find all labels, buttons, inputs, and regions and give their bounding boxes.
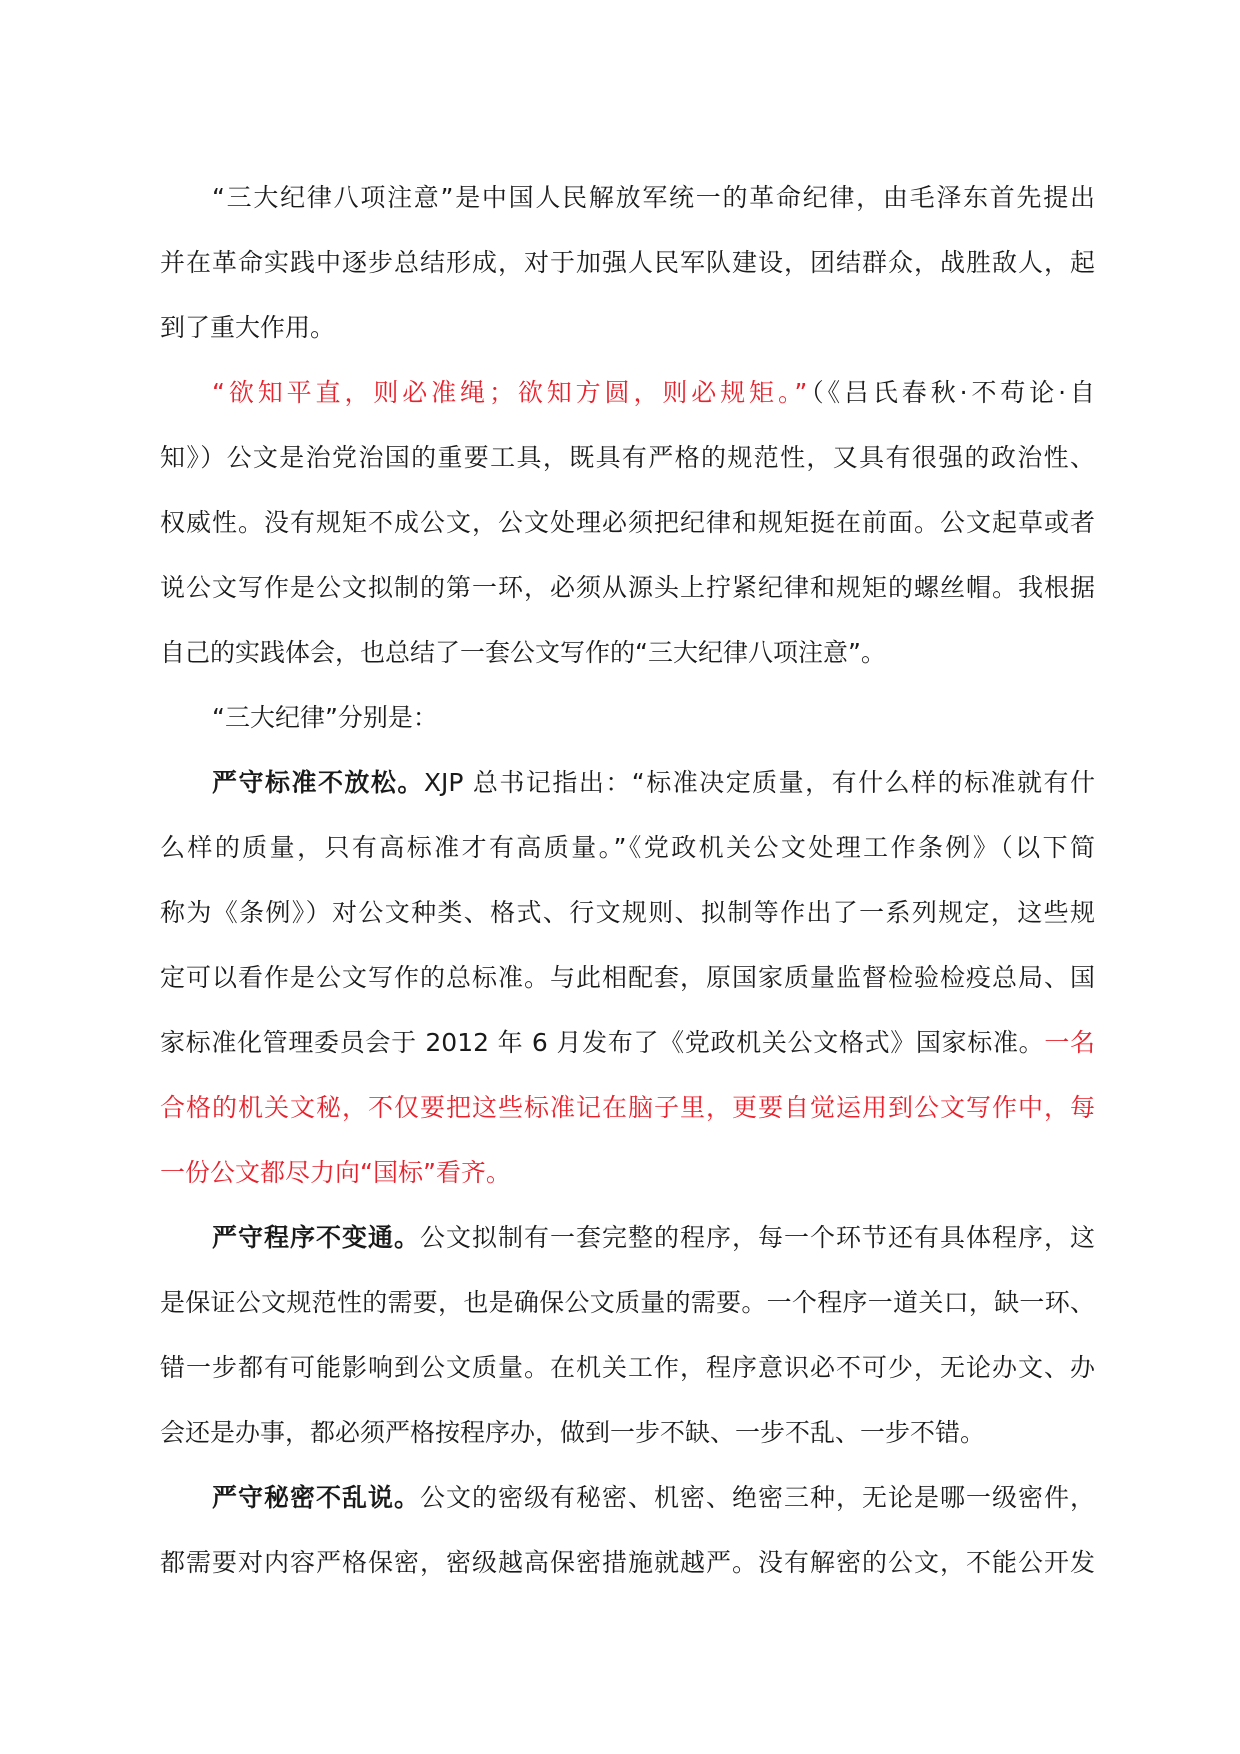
text-line [160,1400,1095,1465]
paragraph [160,750,1095,1205]
text-segment: 权威性。没有规矩不成公文，公文处理必须把纪律和规矩挺在前面。公文起草或者 [160,508,1095,537]
text-line [160,685,1095,750]
text-segment: “三大纪律八项注意”是中国人民解放军统一的革命纪律，由毛泽东首先提出 [212,183,1095,212]
text-segment: 到了重大作用。 [160,313,336,342]
text-segment: 是保证公文规范性的需要，也是确保公文质量的需要。一个程序一道关口，缺一环、 [160,1288,1095,1317]
text-segment: 自己的实践体会，也总结了一套公文写作的“三大纪律八项注意”。 [160,638,886,667]
text-line [160,425,1095,490]
highlighted-text: “欲知平直，则必准绳；欲知方圆，则必规矩。” [212,378,808,407]
text-segment: 都需要对内容严格保密，密级越高保密措施就越严。没有解密的公文，不能公开发 [160,1548,1095,1577]
paragraph [160,685,1095,750]
text-line [160,945,1095,1010]
text-line [160,1205,1095,1270]
text-segment: 错一步都有可能影响到公文质量。在机关工作，程序意识必不可少，无论办文、办 [160,1353,1095,1382]
text-line [160,1270,1095,1335]
text-line [160,555,1095,620]
section-heading: 严守标准不放松。 [212,768,424,797]
text-segment: 并在革命实践中逐步总结形成，对于加强人民军队建设，团结群众，战胜敌人，起 [160,248,1095,277]
text-line [160,880,1095,945]
section-heading: 严守程序不变通。 [212,1223,420,1252]
paragraph [160,360,1095,685]
text-segment: 公文拟制有一套完整的程序，每一个环节还有具体程序，这 [420,1223,1095,1252]
text-line [160,1530,1095,1595]
text-segment: 家标准化管理委员会于 2012 年 6 月发布了《党政机关公文格式》国家标准。 [160,1028,1045,1057]
text-line [160,620,1095,685]
text-line [160,750,1095,815]
text-segment: 会还是办事，都必须严格按程序办，做到一步不缺、一步不乱、一步不错。 [160,1418,986,1447]
section-heading: 严守秘密不乱说。 [212,1483,420,1512]
text-segment: “三大纪律”分别是： [212,703,438,732]
text-line [160,165,1095,230]
text-line [160,230,1095,295]
text-line [160,490,1095,555]
text-line [160,1465,1095,1530]
text-segment: 称为《条例》）对公文种类、格式、行文规则、拟制等作出了一系列规定，这些规 [160,898,1095,927]
highlighted-text: 一名 [1044,1028,1095,1057]
highlighted-text: 合格的机关文秘，不仅要把这些标准记在脑子里，更要自觉运用到公文写作中，每 [160,1093,1095,1122]
paragraph [160,1465,1095,1595]
text-line [160,815,1095,880]
text-line [160,360,1095,425]
text-segment: 说公文写作是公文拟制的第一环，必须从源头上拧紧纪律和规矩的螺丝帽。我根据 [160,573,1095,602]
text-line [160,1335,1095,1400]
text-line [160,1075,1095,1140]
text-segment: 么样的质量，只有高标准才有高质量。”《党政机关公文处理工作条例》（以下简 [160,833,1095,862]
highlighted-text: 一份公文都尽力向“国标”看齐。 [160,1158,511,1187]
text-segment: （《吕氏春秋·不苟论·自 [807,378,1096,407]
text-segment: 公文的密级有秘密、机密、绝密三种，无论是哪一级密件， [420,1483,1095,1512]
text-line [160,1140,1095,1205]
text-line [160,295,1095,360]
paragraph [160,1205,1095,1465]
text-segment: XJP 总书记指出：“标准决定质量，有什么样的标准就有什 [423,768,1095,797]
text-line [160,1010,1095,1075]
paragraph [160,165,1095,360]
document-body [160,165,1095,1595]
text-segment: 定可以看作是公文写作的总标准。与此相配套，原国家质量监督检验检疫总局、国 [160,963,1095,992]
text-segment: 知》）公文是治党治国的重要工具，既具有严格的规范性，又具有很强的政治性、 [160,443,1095,472]
